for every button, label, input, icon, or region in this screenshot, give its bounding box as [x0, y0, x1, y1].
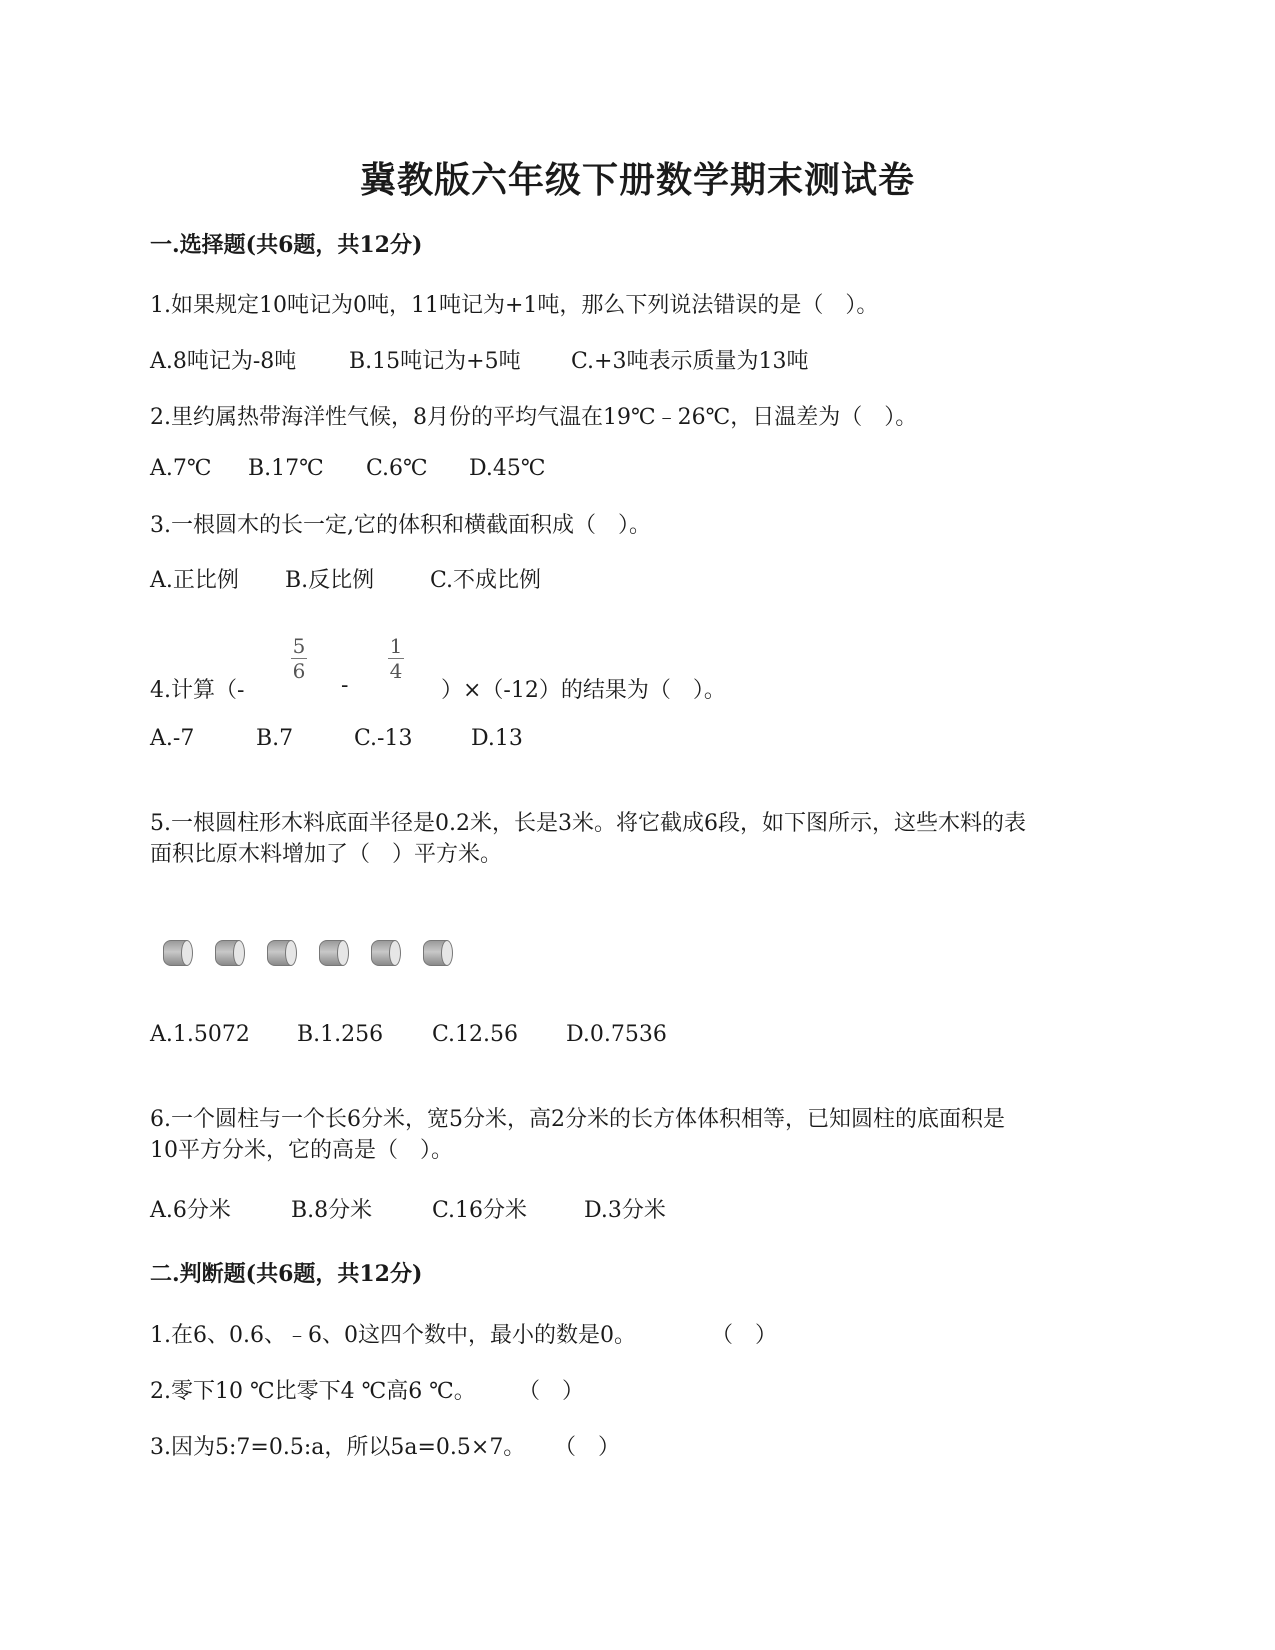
q1-option-a: A.8吨记为-8吨	[150, 349, 297, 374]
question-6-line-1: 6.一个圆柱与一个长6分米，宽5分米，高2分米的长方体体积相等，已知圆柱的底面积是	[150, 1107, 1005, 1132]
page-title: 冀教版六年级下册数学期末测试卷	[359, 159, 915, 201]
q2-option-b: B.17℃	[248, 456, 324, 481]
q4-option-c: C.-13	[354, 726, 413, 751]
q3-option-c: C.不成比例	[430, 568, 542, 593]
q6-option-c: C.16分米	[432, 1198, 528, 1223]
q2-option-a: A.7℃	[150, 456, 212, 481]
question-4-prefix: 4.计算（-	[150, 678, 245, 703]
section-header-judgement: 二.判断题(共6题，共12分)	[150, 1261, 423, 1287]
cylinder-piece-icon	[267, 940, 297, 966]
q4-option-a: A.-7	[150, 726, 195, 751]
question-5-line-2: 面积比原木料增加了（ ）平方米。	[150, 842, 503, 867]
q6-option-d: D.3分米	[584, 1198, 666, 1223]
question-4-suffix: ）×（-12）的结果为（ ）。	[441, 678, 726, 703]
judgement-2: 2.零下10 ℃比零下4 ℃高6 ℃。	[150, 1379, 476, 1404]
question-3: 3.一根圆木的长一定,它的体积和横截面积成（ ）。	[150, 513, 651, 538]
cylinder-pieces-figure	[163, 940, 453, 966]
q4-option-b: B.7	[256, 726, 294, 751]
q6-option-a: A.6分米	[150, 1198, 231, 1223]
question-4-minus: -	[341, 673, 349, 698]
q4-option-d: D.13	[471, 726, 523, 751]
fraction-5-6	[289, 635, 309, 682]
question-1: 1.如果规定10吨记为0吨，11吨记为+1吨，那么下列说法错误的是（ ）。	[150, 293, 879, 318]
question-2: 2.里约属热带海洋性气候，8月份的平均气温在19℃﹣26℃，日温差为（ ）。	[150, 405, 918, 430]
fraction-denominator: 6	[292, 659, 306, 683]
fraction-1-4	[386, 635, 406, 682]
fraction-denominator: 4	[389, 659, 403, 683]
q6-option-b: B.8分米	[291, 1198, 373, 1223]
judgement-3: 3.因为5:7=0.5:a，所以5a=0.5×7。	[150, 1435, 526, 1460]
cylinder-piece-icon	[371, 940, 401, 966]
q3-option-a: A.正比例	[150, 568, 239, 593]
q5-option-c: C.12.56	[432, 1022, 519, 1047]
q3-option-b: B.反比例	[285, 568, 375, 593]
fraction-numerator: 5	[292, 634, 306, 658]
q1-option-b: B.15吨记为+5吨	[349, 349, 521, 374]
q2-option-c: C.6℃	[366, 456, 428, 481]
cylinder-piece-icon	[163, 940, 193, 966]
cylinder-piece-icon	[423, 940, 453, 966]
q5-option-a: A.1.5072	[150, 1022, 250, 1047]
section-header-choice: 一.选择题(共6题，共12分)	[150, 232, 423, 258]
q5-option-b: B.1.256	[297, 1022, 384, 1047]
cylinder-piece-icon	[319, 940, 349, 966]
q1-option-c: C.+3吨表示质量为13吨	[571, 349, 809, 374]
judgement-1-blank[interactable]: （ ）	[711, 1323, 778, 1348]
judgement-2-blank[interactable]: （ ）	[518, 1379, 585, 1404]
q2-option-d: D.45℃	[469, 456, 546, 481]
question-5-line-1: 5.一根圆柱形木料底面半径是0.2米，长是3米。将它截成6段，如下图所示，这些木料的表	[150, 811, 1026, 836]
question-6-line-2: 10平方分米，它的高是（ ）。	[150, 1138, 453, 1163]
q5-option-d: D.0.7536	[566, 1022, 667, 1047]
cylinder-piece-icon	[215, 940, 245, 966]
judgement-1: 1.在6、0.6、﹣6、0这四个数中，最小的数是0。	[150, 1323, 636, 1348]
judgement-3-blank[interactable]: （ ）	[554, 1435, 621, 1460]
fraction-numerator: 1	[389, 634, 403, 658]
